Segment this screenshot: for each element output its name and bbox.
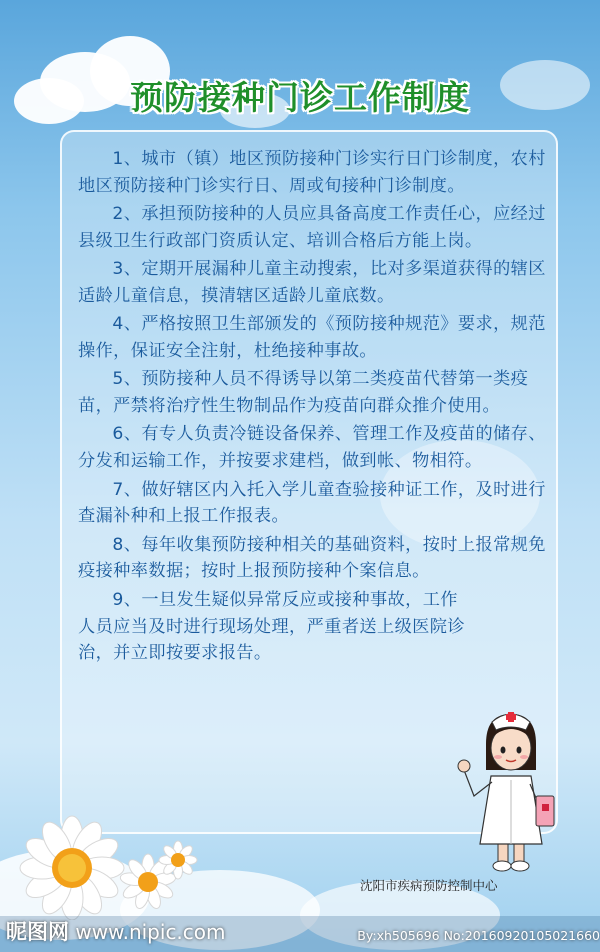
- nurse-illustration: [456, 700, 576, 875]
- rule-item-4: 4、严格按照卫生部颁发的《预防接种规范》要求，规范操作，保证安全注射，杜绝接种事故。: [78, 314, 546, 362]
- watermark-id: By:xh505696 No:20160920105021660: [357, 928, 600, 943]
- rule-item-9: 9、一旦发生疑似异常反应或接种事故，工作人员应当及时进行现场处理，严重者送上级医院诊治，并立即按要求报告。: [78, 589, 465, 664]
- rule-item-6: 6、有专人负责冷链设备保养、管理工作及疫苗的储存、分发和运输工作，并按要求建档，做到帐、物相符。: [78, 424, 546, 472]
- rule-item-1: 1、城市（镇）地区预防接种门诊实行日门诊制度，农村地区预防接种门诊实行日、周或旬接种门诊制度。: [78, 149, 546, 196]
- rule-item-8: 8、每年收集预防接种相关的基础资料，按时上报常规免疫接种率数据；按时上报预防接种个案信息。: [78, 534, 546, 582]
- watermark-site: [6, 916, 226, 946]
- rule-item-2: 2、承担预防接种的人员应具备高度工作责任心，应经过县级卫生行政部门资质认定、培训合格后方能上岗。: [78, 204, 546, 251]
- organization-name: 沈阳市疾病预防控制中心: [360, 878, 498, 893]
- rule-item-5: 5、预防接种人员不得诱导以第二类疫苗代替第一类疫苗，严禁将治疗性生物制品作为疫苗向群众推介使用。: [78, 369, 529, 417]
- watermark-brand: 昵图网: [6, 920, 69, 944]
- watermark-url: www.nipic.com: [75, 920, 226, 944]
- rules-list: [78, 146, 552, 669]
- rule-item-3: 3、定期开展漏种儿童主动搜索，比对多渠道获得的辖区适龄儿童信息，摸清辖区适龄儿童底数。: [78, 259, 546, 306]
- page-title: 预防接种门诊工作制度: [130, 78, 470, 117]
- rule-item-7: 7、做好辖区内入托入学儿童查验接种证工作，及时进行查漏补种和上报工作报表。: [78, 479, 546, 527]
- daisy-flower-icon: [0, 800, 230, 920]
